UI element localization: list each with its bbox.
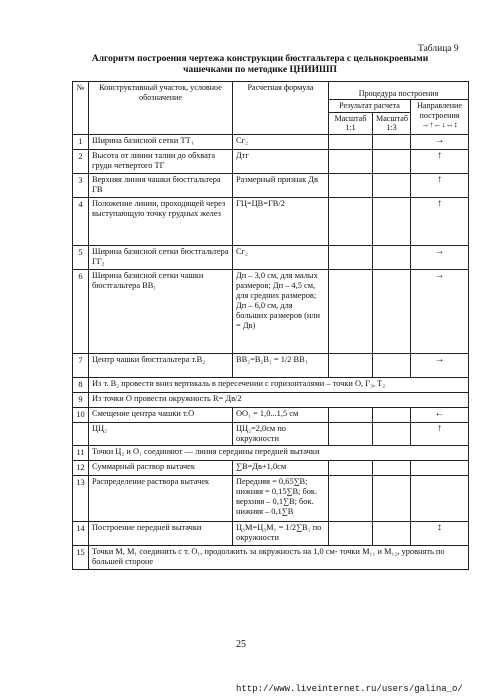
table-row bbox=[73, 545, 469, 569]
table-number: Таблица 9 bbox=[418, 44, 459, 54]
row-section: Распределение раствора вытачек bbox=[89, 475, 233, 521]
row-direction-arrow: ↕ bbox=[411, 521, 469, 545]
row-number bbox=[73, 422, 89, 445]
row-number: 11 bbox=[73, 445, 89, 460]
row-scale-1-3 bbox=[373, 521, 411, 545]
row-formula: Сг₂ bbox=[233, 245, 329, 269]
row-scale-1-3 bbox=[373, 407, 411, 422]
row-number: 12 bbox=[73, 460, 89, 475]
table-row bbox=[73, 245, 469, 269]
row-scale-1-3 bbox=[373, 245, 411, 269]
row-instruction: Из т. В₂ провести вниз вертикаль в пересечении с горизонталями – точки О, Г₃, Т₂ bbox=[89, 377, 469, 392]
row-scale-1-1 bbox=[329, 245, 373, 269]
watermark-url: http://www.liveinternet.ru/users/galina_o/ bbox=[236, 684, 463, 694]
header-formula: Расчетная формула bbox=[233, 82, 329, 135]
row-scale-1-3 bbox=[373, 197, 411, 245]
row-formula: Ц₃М=Ц₃М₁ = 1/2∑В₁ по окружности bbox=[233, 521, 329, 545]
header-section: Конструктивный участок, условное обозначение bbox=[89, 82, 233, 135]
row-number: 6 bbox=[73, 269, 89, 353]
row-number: 4 bbox=[73, 197, 89, 245]
row-scale-1-3 bbox=[373, 353, 411, 377]
row-scale-1-3 bbox=[373, 173, 411, 197]
table-row bbox=[73, 392, 469, 407]
document-title: Алгоритм построения чертежа конструкции бюстгальтера с цельнокроеными чашечками по методике ЦНИИШП bbox=[91, 54, 429, 75]
row-instruction: Точки М, М₁ соединить с т. О₁, продолжить за окружность на 1,0 см- точки М₁₁ и М₁₂, уровнять по большей стороне bbox=[89, 545, 469, 569]
row-number: 14 bbox=[73, 521, 89, 545]
row-section: Высота от линии талии до обхвата груди четвертого ТГ bbox=[89, 149, 233, 173]
row-section: Ширина базисной сетки ТТ₁ bbox=[89, 134, 233, 149]
header-scale-1-3: Масштаб 1:3 bbox=[373, 112, 411, 134]
row-number: 8 bbox=[73, 377, 89, 392]
header-procedure: Процедура построения bbox=[329, 82, 469, 100]
row-scale-1-1 bbox=[329, 269, 373, 353]
row-scale-1-3 bbox=[373, 269, 411, 353]
row-scale-1-1 bbox=[329, 134, 373, 149]
row-scale-1-1 bbox=[329, 149, 373, 173]
table-row bbox=[73, 407, 469, 422]
table-row bbox=[73, 460, 469, 475]
row-scale-1-3 bbox=[373, 149, 411, 173]
table-row bbox=[73, 445, 469, 460]
algorithm-table bbox=[72, 81, 469, 570]
row-number: 2 bbox=[73, 149, 89, 173]
row-scale-1-1 bbox=[329, 475, 373, 521]
row-direction-arrow: → bbox=[411, 353, 469, 377]
row-formula: ВВ₂=В₂В₁ = 1/2 ВВ₁ bbox=[233, 353, 329, 377]
row-number: 10 bbox=[73, 407, 89, 422]
row-number: 7 bbox=[73, 353, 89, 377]
row-direction-arrow: → bbox=[411, 134, 469, 149]
table-row bbox=[73, 173, 469, 197]
row-scale-1-3 bbox=[373, 460, 411, 475]
row-section: Положение линии, проходящей через выступающую точку грудных желез bbox=[89, 197, 233, 245]
row-scale-1-1 bbox=[329, 173, 373, 197]
table-row bbox=[73, 353, 469, 377]
row-formula: ЦЦ₂=2,0см по окружности bbox=[233, 422, 329, 445]
row-number: 9 bbox=[73, 392, 89, 407]
row-number: 1 bbox=[73, 134, 89, 149]
header-scale-1-1: Масштаб 1:1 bbox=[329, 112, 373, 134]
row-direction-arrow bbox=[411, 475, 469, 521]
row-direction-arrow: ↑ bbox=[411, 422, 469, 445]
row-direction-arrow: → bbox=[411, 269, 469, 353]
row-direction-arrow: ← bbox=[411, 407, 469, 422]
row-formula: Сг₂ bbox=[233, 134, 329, 149]
row-direction-arrow: → bbox=[411, 245, 469, 269]
row-section: ЦЦ₂ bbox=[89, 422, 233, 445]
row-formula: Размерный признак Дв bbox=[233, 173, 329, 197]
row-formula: ГЦ=ЦВ=ГВ/2 bbox=[233, 197, 329, 245]
row-scale-1-1 bbox=[329, 407, 373, 422]
row-scale-1-1 bbox=[329, 521, 373, 545]
row-scale-1-3 bbox=[373, 134, 411, 149]
row-formula: ОО₁ = 1,0...1,5 см bbox=[233, 407, 329, 422]
table-row bbox=[73, 134, 469, 149]
table-body bbox=[73, 134, 469, 569]
row-direction-arrow: ↑ bbox=[411, 173, 469, 197]
page-number: 25 bbox=[236, 639, 246, 650]
table-row bbox=[73, 521, 469, 545]
table-row bbox=[73, 475, 469, 521]
row-section: Центр чашки бюстгальтера т.В₂ bbox=[89, 353, 233, 377]
row-direction-arrow bbox=[411, 460, 469, 475]
row-scale-1-1 bbox=[329, 353, 373, 377]
row-scale-1-1 bbox=[329, 460, 373, 475]
row-formula: Дп – 3,0 см, для малых размеров; Дп – 4,5 см, для средних размеров; Дп – 6,0 см, для больших размеров (или = Дв) bbox=[233, 269, 329, 353]
header-direction bbox=[411, 100, 469, 135]
row-section: Смещение центра чашки т.О bbox=[89, 407, 233, 422]
row-section: Ширина базисной сетки чашки бюстгальтера ВВ₁ bbox=[89, 269, 233, 353]
table-row bbox=[73, 197, 469, 245]
row-number: 15 bbox=[73, 545, 89, 569]
row-section: Построение передней вытачки bbox=[89, 521, 233, 545]
row-number: 5 bbox=[73, 245, 89, 269]
header-result: Результат расчета bbox=[329, 100, 411, 113]
header-direction-label: Направление построения bbox=[417, 101, 462, 120]
row-instruction: Точки Ц₂ и О₁ соединяют — линия середины передней вытачки bbox=[89, 445, 469, 460]
row-scale-1-1 bbox=[329, 197, 373, 245]
row-number: 3 bbox=[73, 173, 89, 197]
row-section: Верхняя линия чашки бюстгальтера ГВ bbox=[89, 173, 233, 197]
row-scale-1-1 bbox=[329, 422, 373, 445]
row-formula: Дтг bbox=[233, 149, 329, 173]
table-row bbox=[73, 377, 469, 392]
row-scale-1-3 bbox=[373, 422, 411, 445]
row-instruction: Из точки О провести окружность R= Дв/2 bbox=[89, 392, 469, 407]
row-number: 13 bbox=[73, 475, 89, 521]
row-direction-arrow: ↑ bbox=[411, 149, 469, 173]
row-section: Ширина базисной сетки бюстгальтера ГГ₂ bbox=[89, 245, 233, 269]
table-row bbox=[73, 422, 469, 445]
header-direction-arrows: →↑←↓↔↕ bbox=[421, 120, 458, 129]
row-direction-arrow: ↑ bbox=[411, 197, 469, 245]
row-formula: ∑В=Дв+1,0см bbox=[233, 460, 329, 475]
table-row bbox=[73, 149, 469, 173]
row-scale-1-3 bbox=[373, 475, 411, 521]
row-section: Суммарный раствор вытачек bbox=[89, 460, 233, 475]
table-row bbox=[73, 269, 469, 353]
header-num: № bbox=[73, 82, 89, 135]
row-formula: Передняя = 0,65∑В; нижняя = 0,15∑В; бок. верхняя – 0,1∑В; бок. нижняя – 0,1∑В bbox=[233, 475, 329, 521]
